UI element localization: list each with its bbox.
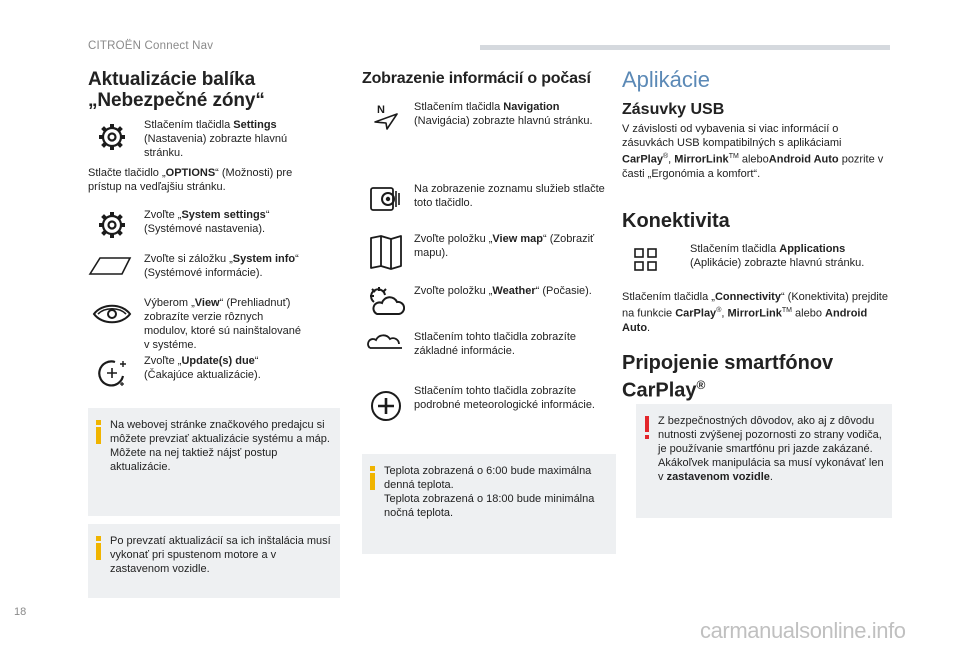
konektivita-paragraph: Stlačením tlačidla „Connectivity“ (Konektivita) prejdite na funkcie CarPlay®, MirrorLink™ alebo Android Auto. <box>622 291 888 334</box>
header-title: CITROËN Connect Nav <box>88 40 214 52</box>
page-number: 18 <box>14 606 27 618</box>
usb-paragraph: V závislosti od vybavenia si viac informácií o zásuvkách USB kompatibilných s aplikáciami CarPlay®, MirrorLink™ aleboAndroid Auto pozrite v časti „Ergonómia a komfort“. <box>622 123 884 180</box>
tag-icon <box>88 252 136 276</box>
step-basic-info: Stlačením tohto tlačidla zobrazíte základné informácie. <box>362 330 616 358</box>
list-icon <box>362 182 410 212</box>
column-weather <box>362 62 616 557</box>
warning-note: Z bezpečnostných dôvodov, ako aj z dôvodu nutnosti zvýšenej pozornosti zo strany vodiča, je používanie smartfónu pri jazde zakázané. Akákoľvek manipulácia sa musí vykonávať len v zastavenom vozidle. <box>636 404 892 518</box>
column-updates <box>88 62 340 602</box>
gear-icon <box>88 208 136 240</box>
info-icon <box>96 420 101 444</box>
info-note-temperature: Teplota zobrazená o 6:00 bude maximálna denná teplota. Teplota zobrazená o 18:00 bude minimálna nočná teplota. <box>362 454 616 554</box>
step-applications: Stlačením tlačidla Applications (Aplikácie) zobrazte hlavnú stránku. <box>622 242 892 272</box>
info-note-website: Na webovej stránke značkového predajcu si môžete prevziať aktualizácie systému a máp. Môžete na nej taktiež nájsť postup aktualizácie. <box>88 408 340 516</box>
step-view: Výberom „View“ (Prehliadnuť) zobrazíte verzie rôznych modulov, ktoré sú nainštalované v systéme. <box>88 296 340 352</box>
step-settings: Stlačením tlačidla Settings (Nastavenia) zobrazte hlavnú stránku. <box>88 118 340 160</box>
step-system-info: Zvoľte si záložku „System info“ (Systémové informácie). <box>88 252 340 280</box>
watermark: carmanualsonline.info <box>700 618 906 643</box>
subtitle-smartphone: Pripojenie smartfónov CarPlay® <box>622 352 834 402</box>
section-title-weather: Zobrazenie informácií o počasí <box>362 70 591 87</box>
section-title-updates: Aktualizácie balíka „Nebezpečné zóny“ <box>88 69 265 111</box>
plus-circle-icon <box>362 384 410 422</box>
step-view-map: Zvoľte položku „View map“ (Zobraziť mapu). <box>362 232 616 270</box>
weather-icon <box>362 284 410 318</box>
navigation-icon <box>362 100 410 132</box>
update-icon <box>88 354 136 390</box>
map-icon <box>362 232 410 270</box>
section-title-apps: Aplikácie <box>622 67 711 92</box>
eye-icon <box>88 296 136 326</box>
warning-icon <box>645 416 650 440</box>
subtitle-konektivita: Konektivita <box>622 210 730 232</box>
column-apps <box>622 62 892 527</box>
gear-icon <box>88 118 136 152</box>
step-weather: Zvoľte položku „Weather“ (Počasie). <box>362 284 616 318</box>
step-navigation: N Stlačením tlačidla Navigation (Navigácia) zobrazte hlavnú stránku. <box>362 100 616 132</box>
step-detailed-info: Stlačením tohto tlačidla zobrazíte podrobné meteorologické informácie. <box>362 384 616 422</box>
cloud-icon <box>362 330 410 350</box>
step-updates-due: Zvoľte „Update(s) due“ (Čakajúce aktualizácie). <box>88 354 340 390</box>
header-bar <box>480 45 890 50</box>
info-icon <box>96 536 101 560</box>
step-services-list: Na zobrazenie zoznamu služieb stlačte toto tlačidlo. <box>362 182 616 212</box>
info-note-install: Po prevzatí aktualizácií sa ich inštalácia musí vykonať pri spustenom motore a v zastavenom vozidle. <box>88 524 340 598</box>
step-system-settings: Zvoľte „System settings“ (Systémové nastavenia). <box>88 208 340 240</box>
info-icon <box>370 466 375 490</box>
subtitle-usb: Zásuvky USB <box>622 101 725 118</box>
page-header <box>0 0 960 60</box>
apps-grid-icon <box>622 242 682 272</box>
options-paragraph: Stlačte tlačidlo „OPTIONS“ (Možnosti) pre prístup na vedľajšiu stránku. <box>88 167 293 193</box>
svg-text:N: N <box>377 104 385 116</box>
